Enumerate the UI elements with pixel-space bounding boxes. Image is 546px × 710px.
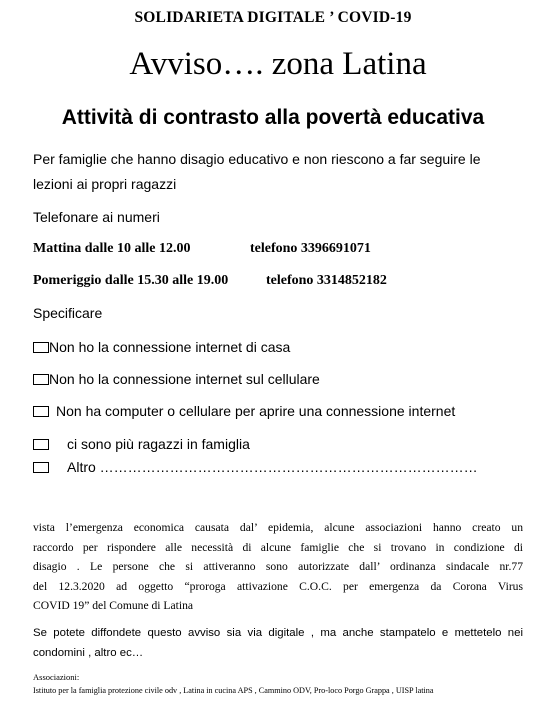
- checklist-item: [33, 459, 478, 475]
- checklist-item-label: Non ho la connessione internet di casa: [49, 339, 291, 355]
- checklist-item: [33, 403, 455, 419]
- paragraph-line: vista l’emergenza economica causata dal’ epidemia, alcune associazioni hanno creato un: [33, 521, 523, 534]
- specify-label: Specificare: [33, 305, 103, 321]
- intro-line-2: lezioni ai propri ragazzi: [33, 176, 177, 192]
- document-header: SOLIDARIETA DIGITALE ’ COVID-19: [134, 9, 412, 26]
- contact-morning-time: Mattina dalle 10 alle 12.00: [33, 241, 191, 256]
- associations-list: Istituto per la famiglia protezione civile odv , Latina in cucina APS , Cammino ODV, Pro-loco Porgo Grappa , UISP latina: [33, 686, 434, 695]
- checkbox: [33, 342, 49, 353]
- checkbox: [33, 374, 49, 385]
- checkbox: [33, 406, 49, 417]
- checklist-item-label: Altro ………………………………………………………………………: [67, 459, 478, 475]
- notice-subtitle: Attività di contrasto alla povertà educativa: [61, 106, 485, 129]
- checkbox: [33, 462, 49, 473]
- paragraph-line: raccordo per rispondere alle necessità di alcune famiglie che si trovano in condizione di: [33, 540, 523, 554]
- contact-morning-phone: telefono 3396691071: [250, 241, 371, 256]
- paragraph-line: disagio . Le persone che si attiveranno sono autorizzate dall’ ordinanza sindacale nr.77: [33, 560, 523, 574]
- share-line: condomini , altro ec…: [33, 646, 144, 659]
- intro-line-1: Per famiglie che hanno disagio educativo e non riescono a far seguire le: [33, 151, 481, 167]
- contact-afternoon-phone: telefono 3314852182: [266, 273, 387, 288]
- checklist-item: [33, 339, 290, 355]
- checklist-item-label: Non ha computer o cellulare per aprire una connessione internet: [56, 403, 456, 419]
- checkbox: [33, 439, 49, 450]
- checklist-item-label: ci sono più ragazzi in famiglia: [67, 436, 250, 452]
- notice-title: Avviso…. zona Latina: [129, 46, 427, 82]
- contact-afternoon-time: Pomeriggio dalle 15.30 alle 19.00: [33, 273, 229, 288]
- checklist-item: [33, 371, 320, 387]
- associations-label: Associazioni:: [33, 672, 80, 682]
- share-paragraph: [33, 624, 523, 663]
- context-paragraph: [33, 518, 523, 616]
- checklist-item: [33, 436, 250, 452]
- paragraph-line: COVID 19” del Comune di Latina: [33, 599, 194, 613]
- call-label: Telefonare ai numeri: [33, 209, 160, 225]
- share-line: Se potete diffondete questo avviso sia via digitale , ma anche stampatelo e mettetelo nei: [33, 627, 523, 639]
- paragraph-line: del 12.3.2020 ad oggetto “proroga attivazione C.O.C. per emergenza da Corona Virus: [33, 579, 523, 593]
- associations-block: [33, 671, 434, 697]
- checklist-item-label: Non ho la connessione internet sul cellulare: [49, 371, 320, 387]
